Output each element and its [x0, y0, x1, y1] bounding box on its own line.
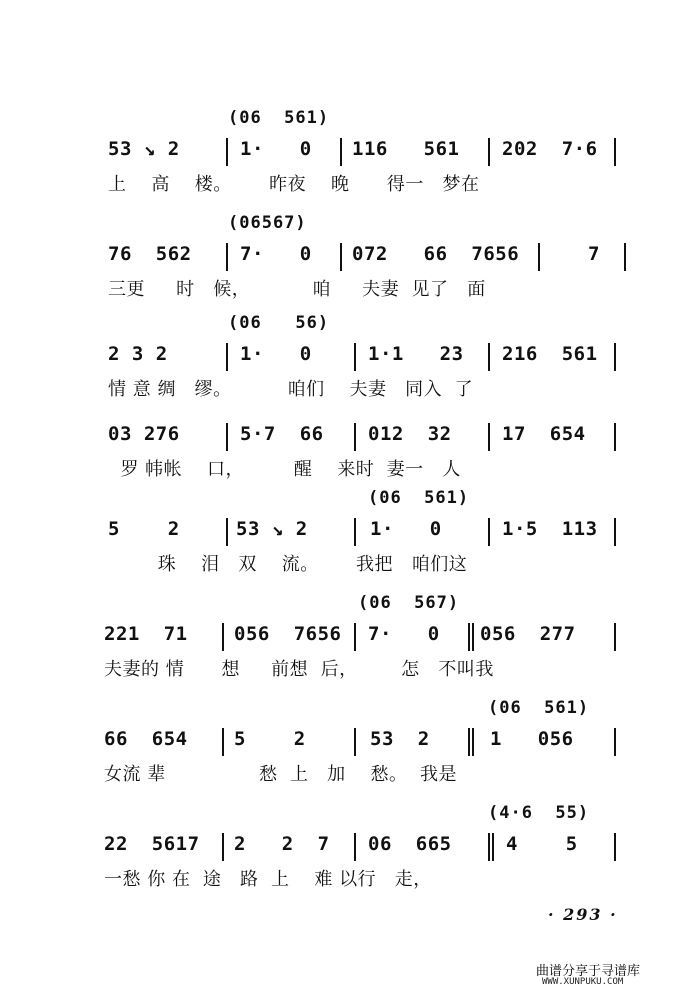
- barline: [488, 138, 490, 166]
- measure-3: 1· 0: [370, 518, 442, 540]
- measure-2: 2 2 7: [234, 833, 330, 855]
- barline: [488, 423, 490, 451]
- barline: [222, 623, 224, 651]
- score-system-8: [0, 795, 680, 895]
- score-system-7: [0, 690, 680, 790]
- barline: [354, 833, 356, 861]
- measure-2: 1· 0: [240, 138, 312, 160]
- lyrics-line: 女流 辈 愁 上 加 愁。 我是: [104, 764, 457, 785]
- barline: [354, 343, 356, 371]
- double-barline: [468, 728, 474, 756]
- measure-4: 1 056: [490, 728, 574, 750]
- measure-4: 1·5 113: [502, 518, 598, 540]
- measure-3: 012 32: [368, 423, 452, 445]
- intro-phrase: (06567): [228, 213, 307, 233]
- measure-3: 53 2: [370, 728, 430, 750]
- intro-phrase: (4·6 55): [488, 803, 590, 823]
- barline: [340, 138, 342, 166]
- measure-1: 53 ↘ 2: [108, 138, 180, 160]
- barline: [488, 518, 490, 546]
- measure-4: 202 7·6: [502, 138, 598, 160]
- measure-2: 1· 0: [240, 343, 312, 365]
- barline: [222, 833, 224, 861]
- measure-3: 072 66 7656: [352, 243, 520, 265]
- watermark-url: WWW.XUNPUKU.COM: [542, 977, 624, 987]
- measure-1: 5 2: [108, 518, 180, 540]
- barline: [226, 243, 228, 271]
- lyrics-line: 情 意 绸 缪。 咱们 夫妻 同入 了: [108, 379, 474, 400]
- barline: [624, 243, 626, 271]
- measure-1: 221 71: [104, 623, 188, 645]
- score-system-4: [0, 385, 680, 485]
- double-barline: [488, 833, 494, 861]
- measure-2: 5 2: [234, 728, 306, 750]
- measure-1: 22 5617: [104, 833, 200, 855]
- barline: [354, 423, 356, 451]
- lyrics-line: 三更 时 候， 咱 夫妻 见了 面: [108, 279, 486, 300]
- measure-3: 7· 0: [368, 623, 440, 645]
- barline: [614, 138, 616, 166]
- measure-3: 116 561: [352, 138, 460, 160]
- measure-4: 7: [588, 243, 600, 265]
- barline: [354, 623, 356, 651]
- lyrics-line: 珠 泪 双 流。 我把 咱们这: [108, 554, 468, 575]
- page-number: · 293 ·: [548, 905, 618, 924]
- measure-1: 66 654: [104, 728, 188, 750]
- barline: [614, 343, 616, 371]
- lyrics-line: 夫妻的 情 想 前想 后， 怎 不叫我: [104, 659, 494, 680]
- barline: [538, 243, 540, 271]
- barline: [614, 518, 616, 546]
- measure-1: 2 3 2: [108, 343, 168, 365]
- measure-2: 5·7 66: [240, 423, 324, 445]
- barline: [226, 518, 228, 546]
- barline: [354, 728, 356, 756]
- score-system-1: [0, 100, 680, 200]
- barline: [226, 343, 228, 371]
- score-system-5: [0, 480, 680, 580]
- score-system-6: [0, 585, 680, 685]
- lyrics-line: 上 高 楼。 昨夜 晚 得一 梦在: [108, 174, 480, 195]
- barline: [488, 343, 490, 371]
- double-barline: [468, 623, 474, 651]
- measure-3: 06 665: [368, 833, 452, 855]
- barline: [354, 518, 356, 546]
- score-system-2: [0, 205, 680, 305]
- intro-phrase: (06 561): [368, 488, 470, 508]
- measure-1: 76 562: [108, 243, 192, 265]
- measure-4: 17 654: [502, 423, 586, 445]
- lyrics-line: 一愁 你 在 途 路 上 难 以行 走，: [104, 869, 432, 890]
- measure-3: 1·1 23: [368, 343, 464, 365]
- measure-1: 03 276: [108, 423, 180, 445]
- measure-2: 7· 0: [240, 243, 312, 265]
- barline: [222, 728, 224, 756]
- lyrics-line: 罗 帏帐 口， 醒 来时 妻一 人: [108, 459, 461, 480]
- barline: [226, 423, 228, 451]
- intro-phrase: (06 567): [358, 593, 460, 613]
- measure-4: 216 561: [502, 343, 598, 365]
- intro-phrase: (06 561): [488, 698, 590, 718]
- barline: [614, 423, 616, 451]
- barline: [614, 728, 616, 756]
- measure-4: 4 5: [506, 833, 578, 855]
- barline: [340, 243, 342, 271]
- intro-phrase: (06 561): [228, 108, 330, 128]
- measure-2: 53 ↘ 2: [236, 518, 308, 540]
- measure-2: 056 7656: [234, 623, 342, 645]
- watermark-text: 曲谱分享于寻谱库: [536, 964, 641, 979]
- barline: [614, 833, 616, 861]
- intro-phrase: (06 56): [228, 313, 330, 333]
- barline: [614, 623, 616, 651]
- barline: [226, 138, 228, 166]
- measure-4: 056 277: [480, 623, 576, 645]
